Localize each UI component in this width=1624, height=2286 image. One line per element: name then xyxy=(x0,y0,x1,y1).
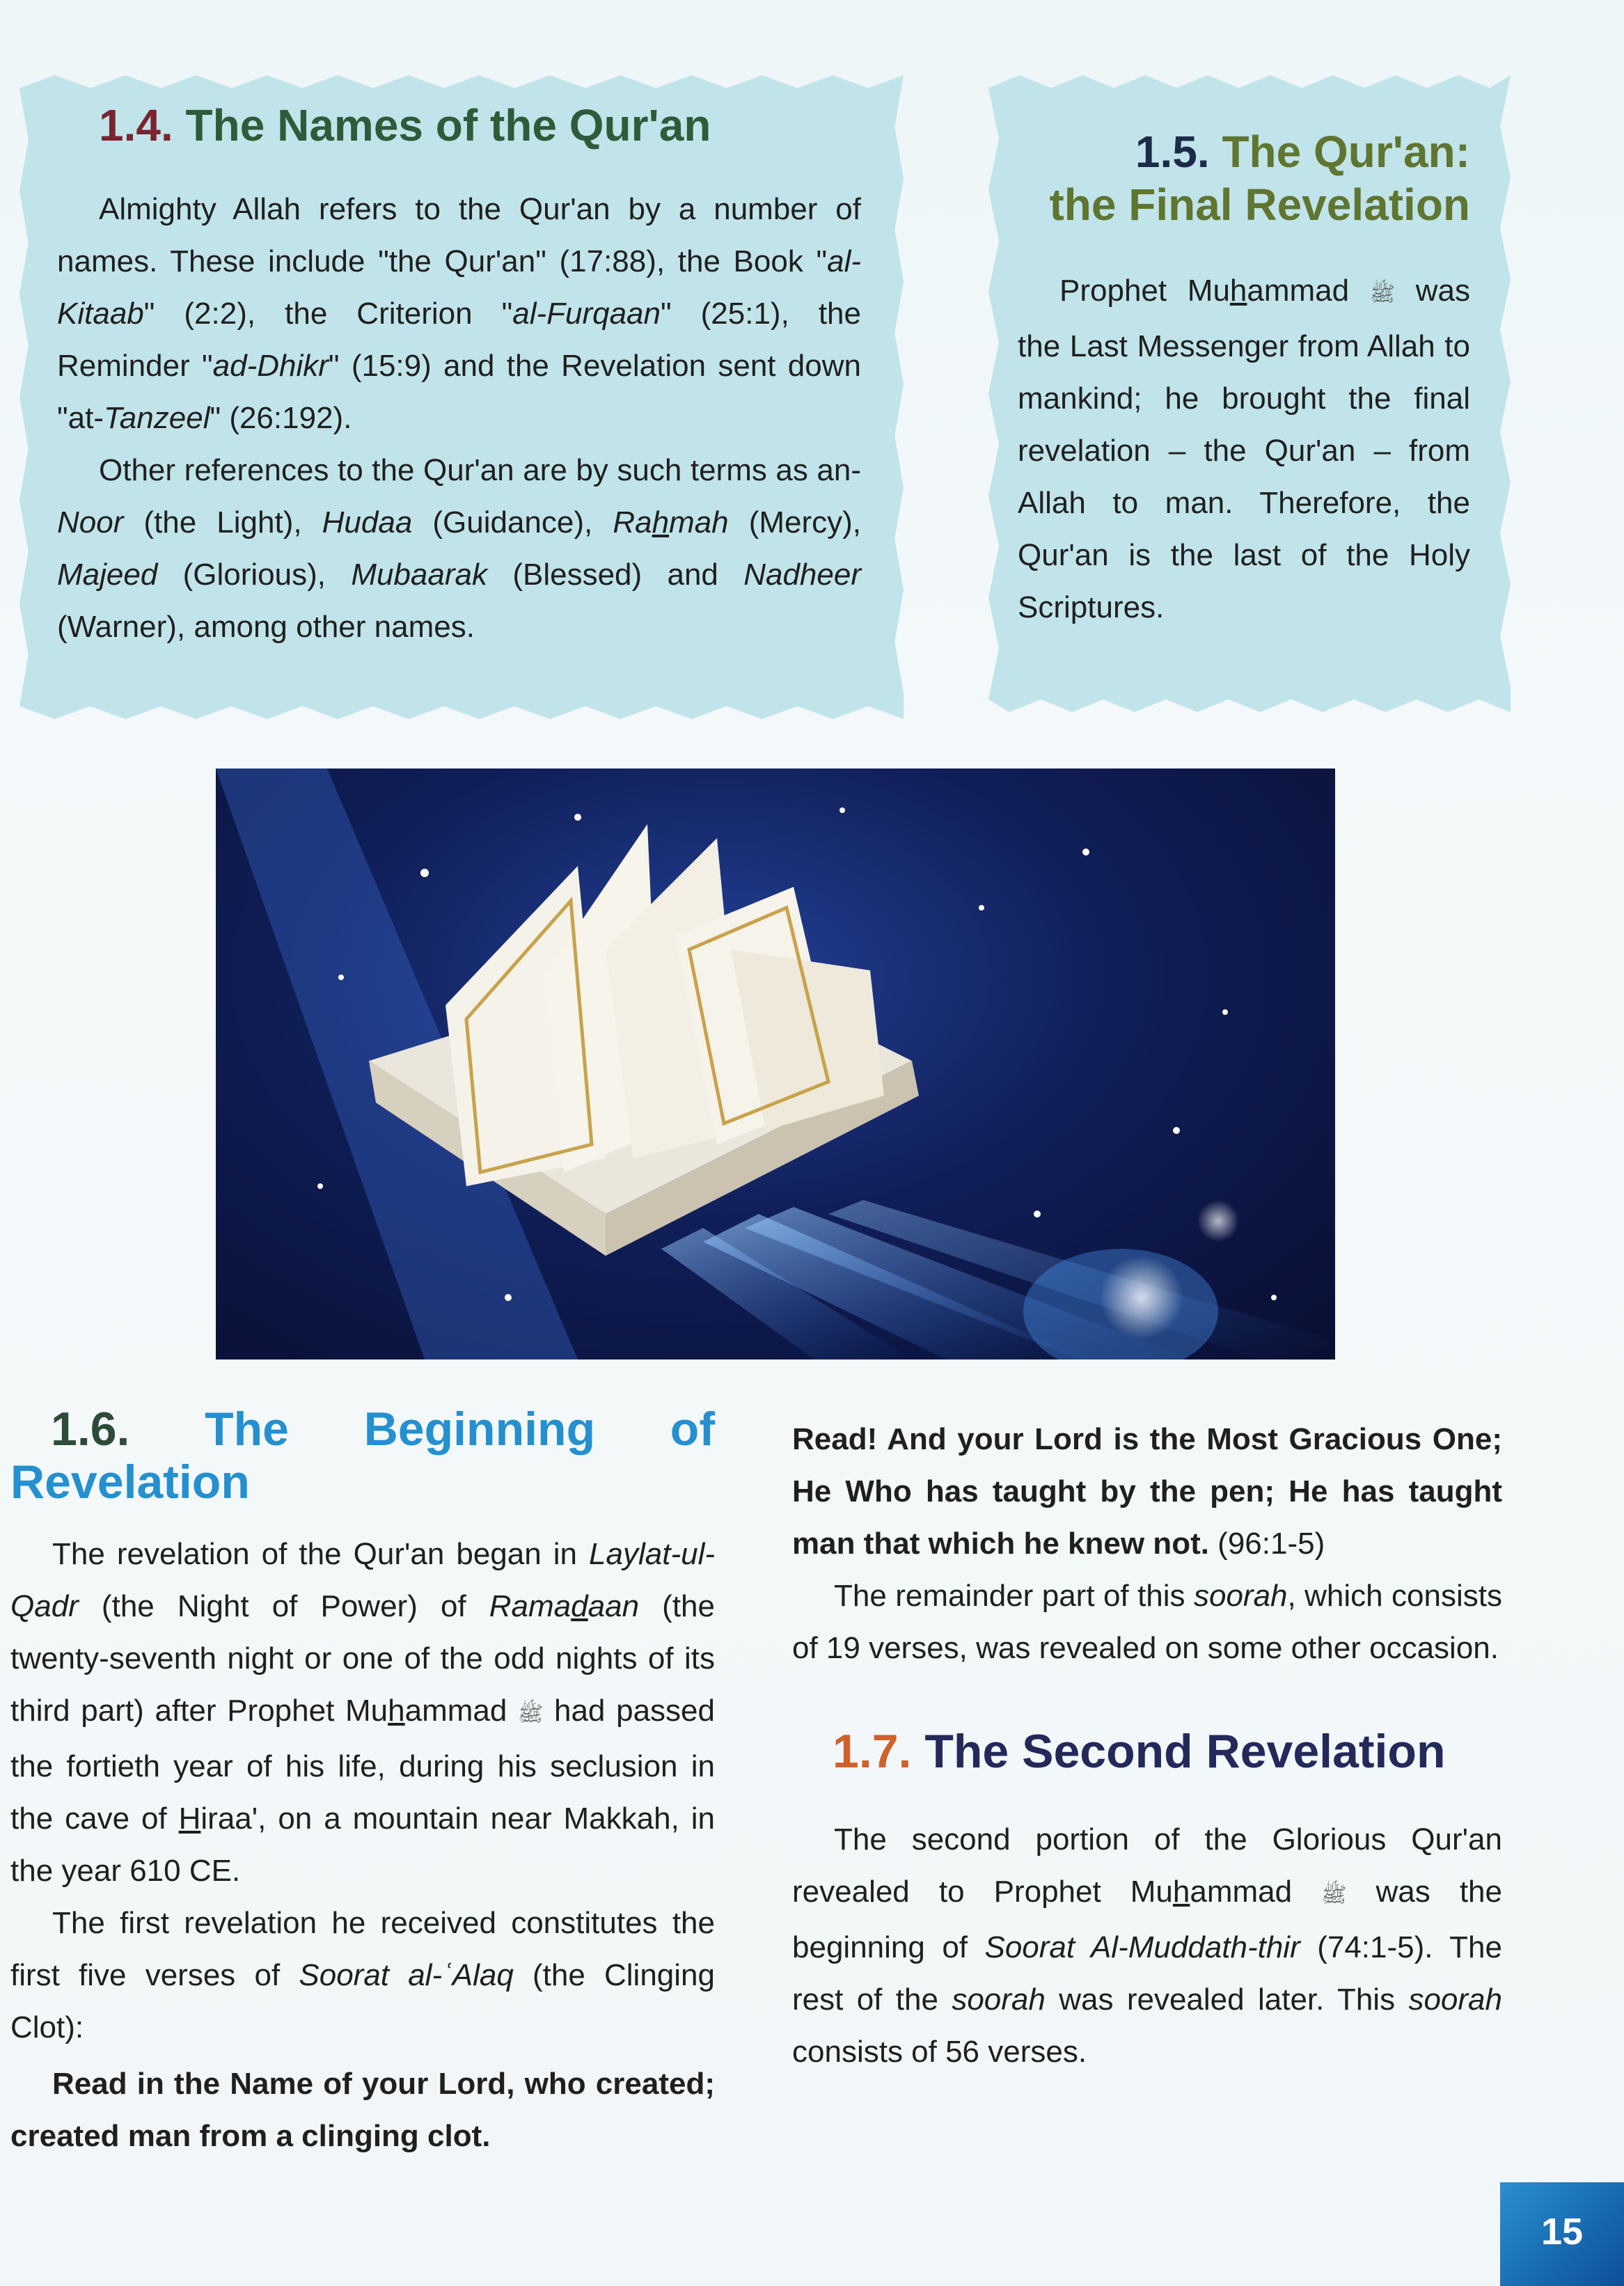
salutation-glyph: ﷺ xyxy=(1321,1884,1347,1907)
final-revelation-section xyxy=(1018,125,1470,633)
section-number: 1.5. xyxy=(1135,127,1210,177)
final-revelation-paragraph: Prophet Muhammad ﷺ was the Last Messenger from Allah to mankind; he brought the final revelation – the Qur'an – from Allah to man. Therefore, the Qur'an is the last of the Holy Scriptures. xyxy=(1018,274,1470,624)
page-number-tab xyxy=(1500,2182,1624,2286)
section-number: 1.6. xyxy=(51,1403,130,1456)
names-of-quran-section xyxy=(57,94,861,653)
salutation-glyph: ﷺ xyxy=(1369,283,1396,306)
section-number: 1.4. xyxy=(99,100,173,150)
section-title-line-2: the Final Revelation xyxy=(1049,180,1470,230)
names-paragraph-2: Other references to the Qur'an are by such terms as an-Noor (the Light), Hudaa (Guidance), Rahmah (Mercy), Majeed (Glorious), Mubaarak (Blessed) and Nadheer (Warner), among other names. xyxy=(57,453,861,644)
remainder-paragraph: The remainder part of this soorah, which consists of 19 verses, was revealed on some other occasion. xyxy=(792,1579,1503,1665)
section-title-line-1: The Qur'an: xyxy=(1222,127,1470,177)
second-revelation-paragraph: The second portion of the Glorious Qur'an revealed to Prophet Muhammad ﷺ was the beginning of Soorat Al-Muddath-thir (74:1-5). The rest of the soorah was revealed later. This soorah consists of 56 verses. xyxy=(792,1822,1502,2069)
section-1-6-heading xyxy=(10,1403,715,1508)
section-title-word-1: The xyxy=(205,1403,290,1456)
right-column xyxy=(792,1413,1502,2078)
section-1-7-heading xyxy=(792,1720,1502,1783)
salutation-glyph: ﷺ xyxy=(518,1703,544,1726)
section-title: The Second Revelation xyxy=(924,1725,1446,1778)
section-1-5-heading xyxy=(1018,125,1470,231)
verses-quote-continued: Read! And your Lord is the Most Gracious One; He Who has taught by the pen; He has taught man that which he knew not. (96:1-5) xyxy=(792,1422,1502,1561)
names-paragraph-1: Almighty Allah refers to the Qur'an by a number of names. These include "the Qur'an" (17:88), the Book "al-Kitaab" (2:2), the Criterion "al-Furqaan" (25:1), the Reminder "ad-Dhikr" (15:9) and the Revelation sent down "at-Tanzeel" (26:192). xyxy=(57,192,861,435)
open-quran-image xyxy=(216,768,1335,1359)
section-number: 1.7. xyxy=(833,1725,912,1778)
section-title-word-3: of xyxy=(670,1403,715,1456)
section-title-word-2: Beginning xyxy=(363,1403,596,1456)
section-1-4-heading xyxy=(57,94,861,157)
page-number: 15 xyxy=(1540,2211,1584,2253)
open-book-illustration xyxy=(216,768,1335,1359)
section-title: The Names of the Qur'an xyxy=(185,100,711,150)
beginning-paragraph-2: The first revelation he received constitutes the first five verses of Soorat al-ʿAlaq (the Clinging Clot): xyxy=(10,1906,715,2044)
beginning-paragraph-1: The revelation of the Qur'an began in Laylat-ul-Qadr (the Night of Power) of Ramadaan (the twenty-seventh night or one of the odd nights of its third part) after Prophet Muhammad ﷺ had passed the fortieth year of his life, during his seclusion in the cave of Hiraa', on a mountain near Makkah, in the year 610 CE. xyxy=(10,1537,716,1888)
first-verses-quote: Read in the Name of your Lord, who created; created man from a clinging clot. xyxy=(10,2067,715,2153)
beginning-of-revelation-section xyxy=(10,1403,715,2162)
section-title-word-4: Revelation xyxy=(10,1456,250,1508)
